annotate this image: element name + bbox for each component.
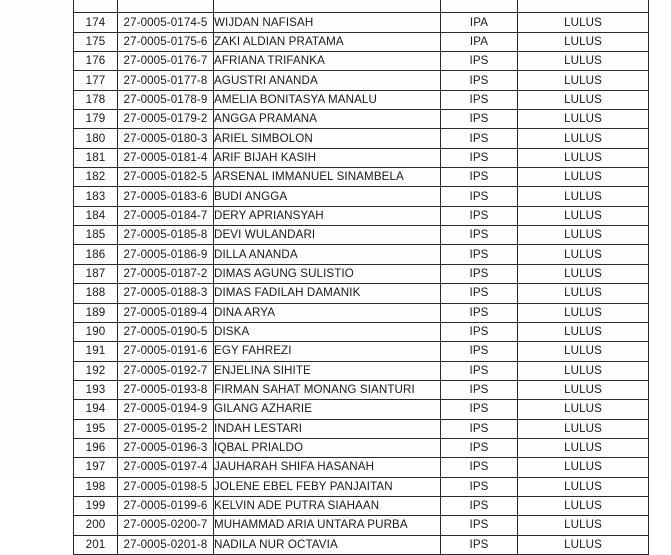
graduation-results-table	[73, 0, 649, 555]
program-cell: IPA	[441, 32, 518, 51]
exam-number-cell: 27-0005-0193-8	[118, 380, 214, 399]
row-number-cell: 199	[74, 496, 118, 515]
exam-number-cell: 27-0005-0192-7	[118, 361, 214, 380]
program-cell: IPS	[441, 419, 518, 438]
table-row	[74, 52, 649, 71]
row-number-cell: 197	[74, 458, 118, 477]
program-cell	[441, 0, 518, 13]
row-number-cell: 201	[74, 535, 118, 554]
program-cell: IPS	[441, 516, 518, 535]
student-name-cell: DIMAS FADILAH DAMANIK	[214, 284, 441, 303]
table-row	[74, 458, 649, 477]
table-row	[74, 206, 649, 225]
exam-number-cell: 27-0005-0197-4	[118, 458, 214, 477]
program-cell: IPS	[441, 458, 518, 477]
exam-number-cell: 27-0005-0195-2	[118, 419, 214, 438]
status-cell	[518, 0, 649, 13]
exam-number-cell: 27-0005-0184-7	[118, 206, 214, 225]
student-name-cell: KELVIN ADE PUTRA SIAHAAN	[214, 496, 441, 515]
exam-number-cell: 27-0005-0178-9	[118, 90, 214, 109]
status-cell: LULUS	[518, 438, 649, 457]
program-cell: IPS	[441, 400, 518, 419]
exam-number-cell: 27-0005-0187-2	[118, 264, 214, 283]
program-cell: IPS	[441, 342, 518, 361]
program-cell: IPS	[441, 226, 518, 245]
row-number-cell: 179	[74, 110, 118, 129]
program-cell: IPS	[441, 535, 518, 554]
program-cell: IPS	[441, 284, 518, 303]
exam-number-cell: 27-0005-0200-7	[118, 516, 214, 535]
student-name-cell	[214, 0, 441, 13]
table-row	[74, 303, 649, 322]
program-cell: IPS	[441, 148, 518, 167]
table-row	[74, 90, 649, 109]
exam-number-cell: 27-0005-0185-8	[118, 226, 214, 245]
table-row	[74, 129, 649, 148]
program-cell: IPS	[441, 477, 518, 496]
program-cell: IPA	[441, 13, 518, 32]
row-number-cell: 183	[74, 187, 118, 206]
status-cell: LULUS	[518, 52, 649, 71]
program-cell: IPS	[441, 380, 518, 399]
student-name-cell: BUDI ANGGA	[214, 187, 441, 206]
row-number-cell: 195	[74, 419, 118, 438]
status-cell: LULUS	[518, 90, 649, 109]
row-number-cell: 196	[74, 438, 118, 457]
status-cell: LULUS	[518, 168, 649, 187]
status-cell: LULUS	[518, 342, 649, 361]
table-row	[74, 264, 649, 283]
student-name-cell: GILANG AZHARIE	[214, 400, 441, 419]
table-row	[74, 0, 649, 13]
student-name-cell: JAUHARAH SHIFA HASANAH	[214, 458, 441, 477]
student-name-cell: ARSENAL IMMANUEL SINAMBELA	[214, 168, 441, 187]
student-name-cell: NADILA NUR OCTAVIA	[214, 535, 441, 554]
row-number-cell: 184	[74, 206, 118, 225]
exam-number-cell: 27-0005-0201-8	[118, 535, 214, 554]
table-row	[74, 284, 649, 303]
row-number-cell: 188	[74, 284, 118, 303]
program-cell: IPS	[441, 438, 518, 457]
student-name-cell: MUHAMMAD ARIA UNTARA PURBA	[214, 516, 441, 535]
exam-number-cell: 27-0005-0182-5	[118, 168, 214, 187]
status-cell: LULUS	[518, 148, 649, 167]
exam-number-cell: 27-0005-0180-3	[118, 129, 214, 148]
status-cell: LULUS	[518, 419, 649, 438]
status-cell: LULUS	[518, 496, 649, 515]
status-cell: LULUS	[518, 245, 649, 264]
table-row	[74, 516, 649, 535]
program-cell: IPS	[441, 90, 518, 109]
status-cell: LULUS	[518, 264, 649, 283]
row-number-cell: 189	[74, 303, 118, 322]
row-number-cell: 194	[74, 400, 118, 419]
row-number-cell: 191	[74, 342, 118, 361]
table-row	[74, 535, 649, 554]
program-cell: IPS	[441, 71, 518, 90]
student-name-cell: WIJDAN NAFISAH	[214, 13, 441, 32]
status-cell: LULUS	[518, 129, 649, 148]
program-cell: IPS	[441, 245, 518, 264]
student-name-cell: AGUSTRI ANANDA	[214, 71, 441, 90]
program-cell: IPS	[441, 52, 518, 71]
table-row	[74, 187, 649, 206]
row-number-cell: 176	[74, 52, 118, 71]
exam-number-cell: 27-0005-0176-7	[118, 52, 214, 71]
student-name-cell: AFRIANA TRIFANKA	[214, 52, 441, 71]
exam-number-cell: 27-0005-0189-4	[118, 303, 214, 322]
status-cell: LULUS	[518, 380, 649, 399]
row-number-cell: 185	[74, 226, 118, 245]
table-row	[74, 438, 649, 457]
table-row	[74, 32, 649, 51]
row-number-cell: 193	[74, 380, 118, 399]
exam-number-cell: 27-0005-0196-3	[118, 438, 214, 457]
exam-number-cell: 27-0005-0183-6	[118, 187, 214, 206]
status-cell: LULUS	[518, 32, 649, 51]
program-cell: IPS	[441, 168, 518, 187]
program-cell: IPS	[441, 110, 518, 129]
table-row	[74, 496, 649, 515]
results-table-body	[74, 0, 649, 554]
row-number-cell: 190	[74, 322, 118, 341]
status-cell: LULUS	[518, 71, 649, 90]
row-number-cell: 198	[74, 477, 118, 496]
status-cell: LULUS	[518, 535, 649, 554]
row-number-cell: 187	[74, 264, 118, 283]
exam-number-cell: 27-0005-0186-9	[118, 245, 214, 264]
table-row	[74, 110, 649, 129]
row-number-cell: 192	[74, 361, 118, 380]
student-name-cell: FIRMAN SAHAT MONANG SIANTURI	[214, 380, 441, 399]
program-cell: IPS	[441, 496, 518, 515]
program-cell: IPS	[441, 187, 518, 206]
status-cell: LULUS	[518, 361, 649, 380]
table-row	[74, 342, 649, 361]
exam-number-cell: 27-0005-0179-2	[118, 110, 214, 129]
row-number-cell: 180	[74, 129, 118, 148]
status-cell: LULUS	[518, 226, 649, 245]
student-name-cell: ANGGA PRAMANA	[214, 110, 441, 129]
row-number-cell: 174	[74, 13, 118, 32]
student-name-cell: DINA ARYA	[214, 303, 441, 322]
table-row	[74, 245, 649, 264]
student-name-cell: DEVI WULANDARI	[214, 226, 441, 245]
student-name-cell: DIMAS AGUNG SULISTIO	[214, 264, 441, 283]
status-cell: LULUS	[518, 13, 649, 32]
table-row	[74, 148, 649, 167]
status-cell: LULUS	[518, 206, 649, 225]
status-cell: LULUS	[518, 322, 649, 341]
table-row	[74, 419, 649, 438]
program-cell: IPS	[441, 206, 518, 225]
table-row	[74, 400, 649, 419]
status-cell: LULUS	[518, 400, 649, 419]
exam-number-cell: 27-0005-0188-3	[118, 284, 214, 303]
student-name-cell: IQBAL PRIALDO	[214, 438, 441, 457]
status-cell: LULUS	[518, 477, 649, 496]
row-number-cell: 182	[74, 168, 118, 187]
status-cell: LULUS	[518, 458, 649, 477]
status-cell: LULUS	[518, 303, 649, 322]
table-row	[74, 361, 649, 380]
row-number-cell: 200	[74, 516, 118, 535]
program-cell: IPS	[441, 129, 518, 148]
exam-number-cell	[118, 0, 214, 13]
exam-number-cell: 27-0005-0194-9	[118, 400, 214, 419]
exam-number-cell: 27-0005-0177-8	[118, 71, 214, 90]
table-row	[74, 322, 649, 341]
student-name-cell: EGY FAHREZI	[214, 342, 441, 361]
row-number-cell: 175	[74, 32, 118, 51]
row-number-cell: 177	[74, 71, 118, 90]
student-name-cell: AMELIA BONITASYA MANALU	[214, 90, 441, 109]
student-name-cell: DILLA ANANDA	[214, 245, 441, 264]
table-row	[74, 226, 649, 245]
table-row	[74, 380, 649, 399]
student-name-cell: ARIEL SIMBOLON	[214, 129, 441, 148]
exam-number-cell: 27-0005-0198-5	[118, 477, 214, 496]
row-number-cell: 186	[74, 245, 118, 264]
program-cell: IPS	[441, 303, 518, 322]
exam-number-cell: 27-0005-0174-5	[118, 13, 214, 32]
program-cell: IPS	[441, 361, 518, 380]
table-row	[74, 13, 649, 32]
status-cell: LULUS	[518, 110, 649, 129]
status-cell: LULUS	[518, 516, 649, 535]
student-name-cell: INDAH LESTARI	[214, 419, 441, 438]
student-name-cell: JOLENE EBEL FEBY PANJAITAN	[214, 477, 441, 496]
row-number-cell: 181	[74, 148, 118, 167]
program-cell: IPS	[441, 322, 518, 341]
exam-number-cell: 27-0005-0181-4	[118, 148, 214, 167]
student-name-cell: DERY APRIANSYAH	[214, 206, 441, 225]
table-row	[74, 168, 649, 187]
exam-number-cell: 27-0005-0175-6	[118, 32, 214, 51]
student-name-cell: DISKA	[214, 322, 441, 341]
row-number-cell	[74, 0, 118, 13]
exam-number-cell: 27-0005-0190-5	[118, 322, 214, 341]
table-row	[74, 71, 649, 90]
student-name-cell: ZAKI ALDIAN PRATAMA	[214, 32, 441, 51]
exam-number-cell: 27-0005-0199-6	[118, 496, 214, 515]
status-cell: LULUS	[518, 284, 649, 303]
program-cell: IPS	[441, 264, 518, 283]
student-name-cell: ARIF BIJAH KASIH	[214, 148, 441, 167]
status-cell: LULUS	[518, 187, 649, 206]
exam-number-cell: 27-0005-0191-6	[118, 342, 214, 361]
row-number-cell: 178	[74, 90, 118, 109]
student-name-cell: ENJELINA SIHITE	[214, 361, 441, 380]
